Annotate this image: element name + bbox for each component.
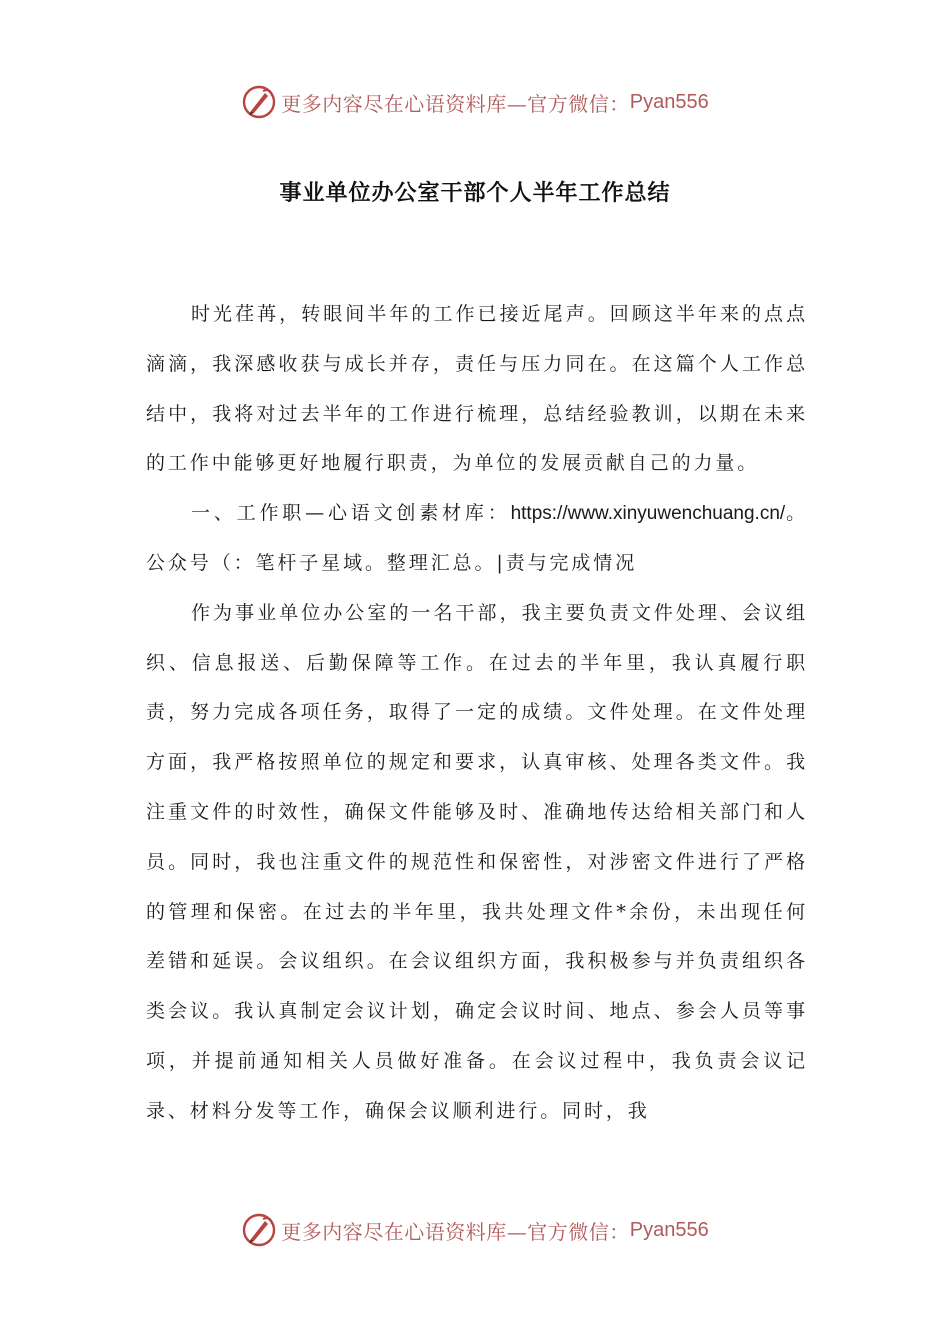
banner-wechat-id: Pyan556 [629,1218,709,1241]
banner-text: 更多内容尽在心语资料库—官方微信： [281,1219,630,1244]
paragraph-section-heading [146,489,808,589]
paragraph-duties: 作为事业单位办公室的一名干部，我主要负责文件处理、会议组织、信息报送、后勤保障等工作。在过去的半年里，我认真履行职责，努力完成各项任务，取得了一定的成绩。文件处理。在文件处理方面，我严格按照单位的规定和要求，认真审核、处理各类文件。我注重文件的时效性，确保文件能够及时、准确地传达给相关部门和人员。同时，我也注重文件的规范性和保密性，对涉密文件进行了严格的管理和保密。在过去的半年里，我共处理文件*余份，未出现任何差错和延误。会议组织。在会议组织方面，我积极参与并负责组织各类会议。我认真制定会议计划，确定会议时间、地点、参会人员等事项，并提前通知相关人员做好准备。在会议过程中，我负责会议记录、材料分发等工作，确保会议顺利进行。同时，我 [146,601,808,1122]
section-heading-suffix: 。公众号（：笔杆子星域。整理汇总。|责与完成情况 [146,502,808,574]
pen-logo-icon [241,1212,277,1248]
footer-banner [0,1208,950,1252]
banner-text: 更多内容尽在心语资料库—官方微信： [281,91,630,116]
header-banner [0,80,950,124]
paragraph-intro: 时光荏苒，转眼间半年的工作已接近尾声。回顾这半年来的点点滴滴，我深感收获与成长并存，责任与压力同在。在这篇个人工作总结中，我将对过去半年的工作进行梳理，总结经验教训，以期在未来的工作中能够更好地履行职责，为单位的发展贡献自己的力量。 [146,303,808,475]
section-heading-prefix: 一、工作职—心语文创素材库： [191,502,511,525]
source-url: https://www.xinyuwenchuang.cn/ [510,503,786,525]
document-body [146,290,808,1137]
document-title: 事业单位办公室干部个人半年工作总结 [279,181,671,206]
banner-wechat-id: Pyan556 [629,90,709,113]
pen-logo-icon [241,84,277,120]
